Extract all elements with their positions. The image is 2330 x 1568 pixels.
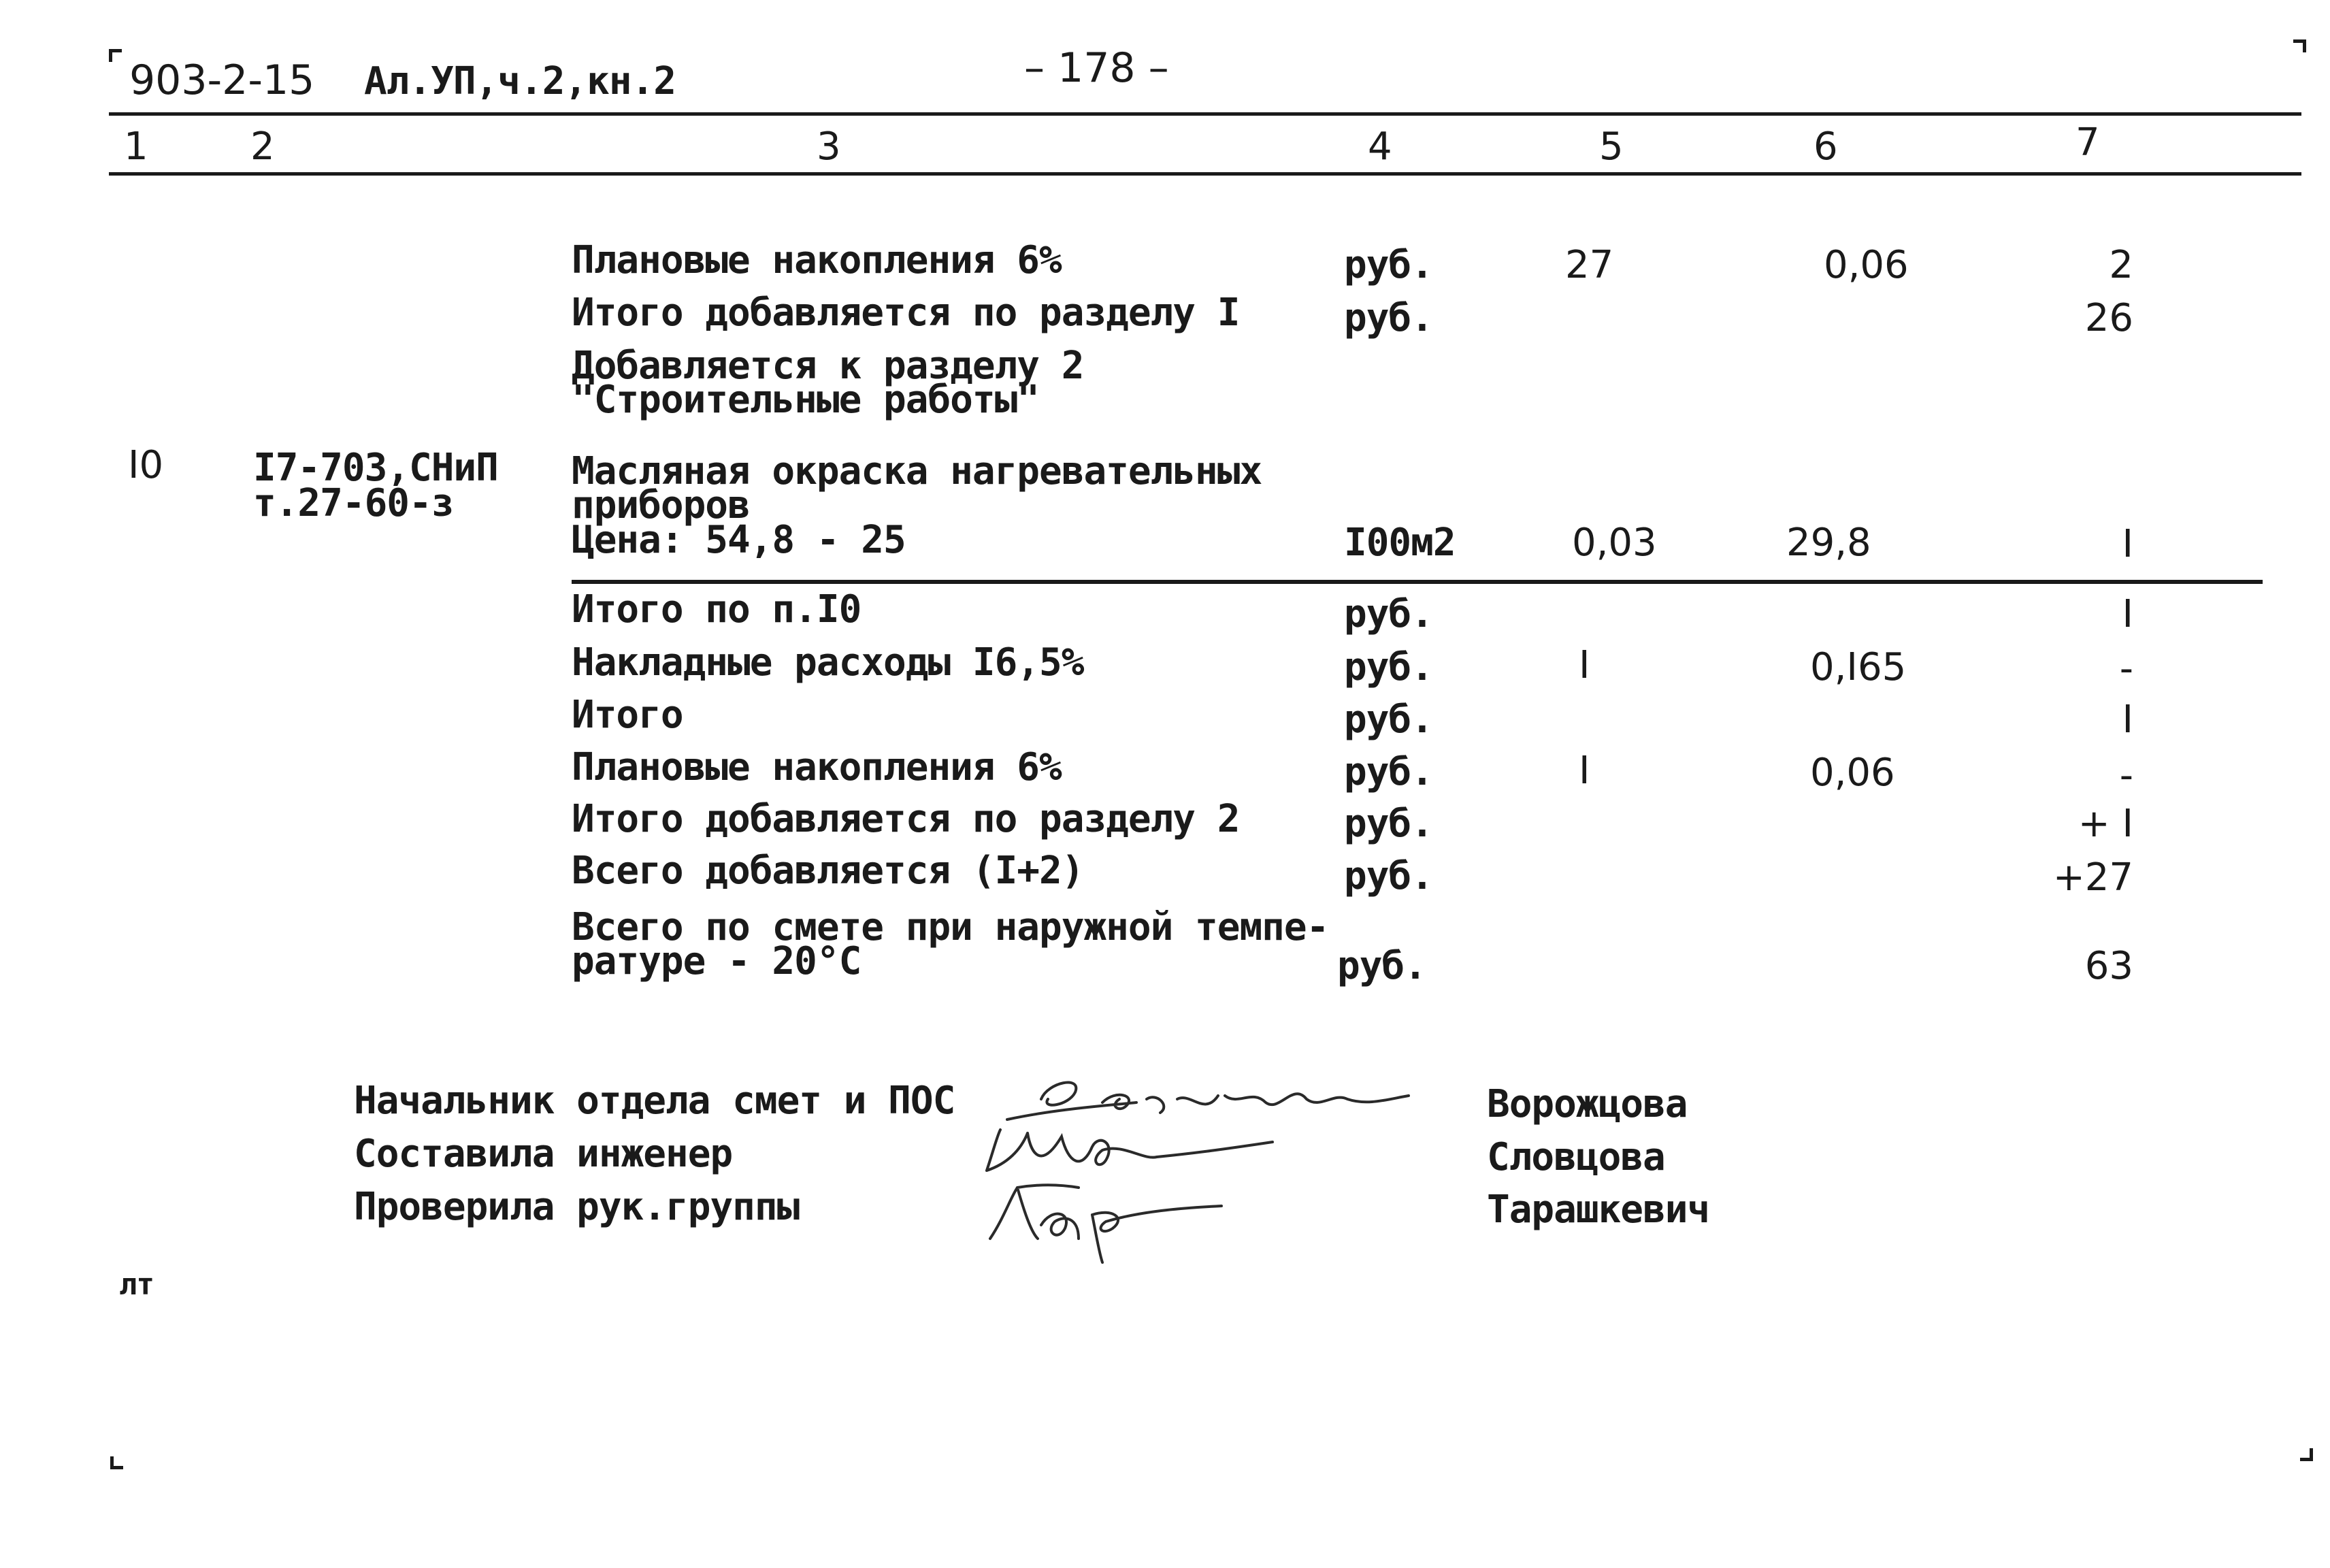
row-name-line2: приборов (572, 483, 750, 527)
header-rule-top (109, 112, 2301, 116)
row-rate: 0,06 (1824, 243, 1909, 287)
row-total: +27 (2052, 855, 2133, 900)
row-rate: 29,8 (1786, 521, 1871, 565)
column-header-3: 3 (817, 125, 841, 169)
column-header-6: 6 (1814, 125, 1838, 169)
signature-name: Тарашкевич (1487, 1188, 1710, 1232)
column-header-1: 1 (124, 125, 148, 169)
row-total: - (2119, 647, 2133, 691)
signature-role: Составила инженер (354, 1132, 733, 1176)
row-unit: руб. (1344, 296, 1433, 340)
album-ref: Ал.УП,ч.2,кн.2 (364, 59, 676, 103)
corner-mark-bottom-right (2300, 1448, 2313, 1461)
row-total: 63 (2084, 944, 2133, 988)
row-total: I (2122, 592, 2133, 636)
row-unit: руб. (1337, 944, 1426, 988)
row-name-line1: Всего по смете при наружной темпе- (572, 905, 1329, 949)
row-total: - (2119, 753, 2133, 798)
row-unit: руб. (1344, 698, 1433, 742)
row-quantity: I (1579, 643, 1590, 687)
row-name: Итого добавляется по разделу I (572, 291, 1240, 335)
row-quantity: I (1579, 749, 1590, 793)
row-code-line2: т.27-60-з (253, 481, 454, 525)
page-number: – 178 – (1024, 44, 1169, 92)
row-total: 26 (2084, 296, 2133, 340)
row-total: + I (2078, 802, 2133, 846)
row-unit: руб. (1344, 592, 1433, 636)
row-unit: I00м2 (1344, 521, 1456, 565)
row-name-line1: Добавляется к разделу 2 (572, 344, 1084, 388)
row-name: Итого добавляется по разделу 2 (572, 797, 1240, 841)
corner-mark-top-left (109, 49, 122, 62)
row-code-line1: I7-703,СНиП (253, 446, 498, 490)
row-name: Накладные расходы I6,5% (572, 640, 1084, 685)
footer-mark: лт (119, 1267, 154, 1302)
signature-name: Словцова (1487, 1135, 1665, 1179)
row-number: I0 (128, 443, 164, 487)
row-name: Итого по п.I0 (572, 587, 862, 632)
corner-mark-bottom-left (110, 1456, 123, 1469)
row-total: 2 (2109, 243, 2133, 287)
column-header-7: 7 (2075, 120, 2100, 165)
row-name-line2: "Строительные работы" (572, 378, 1040, 422)
row-name: Плановые накопления 6% (572, 745, 1062, 789)
row-total: I (2122, 698, 2133, 742)
column-header-2: 2 (250, 125, 275, 169)
corner-mark-top-right (2293, 39, 2306, 52)
row-quantity: 0,03 (1572, 521, 1657, 565)
row-rate: 0,06 (1810, 751, 1895, 795)
row-total: I (2122, 522, 2133, 566)
header-rule-bottom (109, 172, 2301, 176)
row-quantity: 27 (1565, 243, 1614, 287)
row-name-line2: ратуре - 20°С (572, 939, 862, 983)
row-unit: руб. (1344, 243, 1433, 287)
signature-role: Проверила рук.группы (354, 1185, 800, 1229)
handwritten-signature-3 (977, 1177, 1235, 1266)
section-divider (572, 580, 2263, 584)
row-unit: руб. (1344, 802, 1433, 846)
doc-code: 903-2-15 (129, 56, 315, 104)
signature-role: Начальник отдела смет и ПОС (354, 1079, 955, 1123)
signature-name: Ворожцова (1487, 1082, 1688, 1126)
row-unit: руб. (1344, 750, 1433, 794)
row-rate: 0,I65 (1810, 645, 1907, 689)
row-name: Итого (572, 693, 683, 737)
handwritten-signature-2 (973, 1123, 1286, 1181)
column-header-4: 4 (1368, 125, 1392, 169)
row-name-line1: Масляная окраска нагревательных (572, 449, 1262, 493)
row-name: Всего добавляется (I+2) (572, 849, 1084, 893)
column-header-5: 5 (1599, 125, 1624, 169)
row-name: Цена: 54,8 - 25 (572, 518, 906, 562)
row-unit: руб. (1344, 645, 1433, 689)
row-name: Плановые накопления 6% (572, 238, 1062, 282)
row-unit: руб. (1344, 854, 1433, 898)
